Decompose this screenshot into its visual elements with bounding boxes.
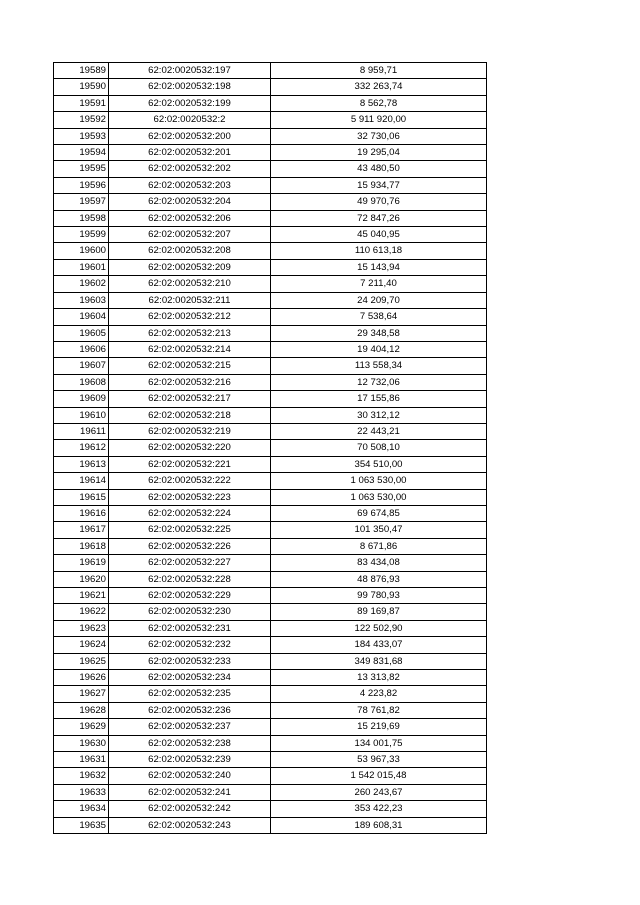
cadastral-value-cell: 354 510,00 <box>271 456 487 472</box>
cadastral-number-cell: 62:02:0020532:210 <box>109 276 271 292</box>
table-row <box>54 489 487 505</box>
table-row <box>54 702 487 718</box>
row-number-cell: 19618 <box>54 538 109 554</box>
cadastral-number-cell: 62:02:0020532:200 <box>109 128 271 144</box>
cadastral-value-cell: 4 223,82 <box>271 686 487 702</box>
row-number-cell: 19606 <box>54 341 109 357</box>
cadastral-number-cell: 62:02:0020532:241 <box>109 784 271 800</box>
cadastral-number-cell: 62:02:0020532:203 <box>109 177 271 193</box>
table-row <box>54 210 487 226</box>
table-row <box>54 719 487 735</box>
table-row <box>54 768 487 784</box>
table-row <box>54 440 487 456</box>
cadastral-number-cell: 62:02:0020532:227 <box>109 555 271 571</box>
cadastral-value-cell: 70 508,10 <box>271 440 487 456</box>
cadastral-value-cell: 1 542 015,48 <box>271 768 487 784</box>
table-row <box>54 292 487 308</box>
table-row <box>54 538 487 554</box>
cadastral-value-cell: 17 155,86 <box>271 391 487 407</box>
cadastral-value-cell: 43 480,50 <box>271 161 487 177</box>
row-number-cell: 19601 <box>54 259 109 275</box>
row-number-cell: 19593 <box>54 128 109 144</box>
cadastral-value-cell: 7 538,64 <box>271 309 487 325</box>
cadastral-value-cell: 19 295,04 <box>271 145 487 161</box>
row-number-cell: 19625 <box>54 653 109 669</box>
row-number-cell: 19622 <box>54 604 109 620</box>
cadastral-value-cell: 8 959,71 <box>271 63 487 79</box>
cadastral-number-cell: 62:02:0020532:2 <box>109 112 271 128</box>
table-row <box>54 227 487 243</box>
row-number-cell: 19591 <box>54 95 109 111</box>
table-row <box>54 259 487 275</box>
cadastral-number-cell: 62:02:0020532:209 <box>109 259 271 275</box>
row-number-cell: 19611 <box>54 423 109 439</box>
cadastral-value-cell: 15 934,77 <box>271 177 487 193</box>
table-row <box>54 358 487 374</box>
table-row <box>54 309 487 325</box>
row-number-cell: 19598 <box>54 210 109 226</box>
cadastral-value-cell: 1 063 530,00 <box>271 473 487 489</box>
table-row <box>54 423 487 439</box>
table-row <box>54 653 487 669</box>
row-number-cell: 19633 <box>54 784 109 800</box>
table-row <box>54 128 487 144</box>
cadastral-number-cell: 62:02:0020532:198 <box>109 79 271 95</box>
cadastral-number-cell: 62:02:0020532:233 <box>109 653 271 669</box>
cadastral-value-cell: 353 422,23 <box>271 801 487 817</box>
cadastral-value-cell: 19 404,12 <box>271 341 487 357</box>
cadastral-number-cell: 62:02:0020532:237 <box>109 719 271 735</box>
row-number-cell: 19589 <box>54 63 109 79</box>
row-number-cell: 19596 <box>54 177 109 193</box>
table-row <box>54 276 487 292</box>
cadastral-value-cell: 53 967,33 <box>271 752 487 768</box>
cadastral-number-cell: 62:02:0020532:216 <box>109 374 271 390</box>
table-row <box>54 79 487 95</box>
cadastral-value-cell: 13 313,82 <box>271 670 487 686</box>
row-number-cell: 19627 <box>54 686 109 702</box>
row-number-cell: 19617 <box>54 522 109 538</box>
cadastral-value-cell: 5 911 920,00 <box>271 112 487 128</box>
cadastral-value-cell: 113 558,34 <box>271 358 487 374</box>
cadastral-number-cell: 62:02:0020532:222 <box>109 473 271 489</box>
table-row <box>54 620 487 636</box>
row-number-cell: 19635 <box>54 817 109 833</box>
cadastral-number-cell: 62:02:0020532:240 <box>109 768 271 784</box>
table-row <box>54 243 487 259</box>
cadastral-value-cell: 101 350,47 <box>271 522 487 538</box>
cadastral-value-cell: 15 219,69 <box>271 719 487 735</box>
row-number-cell: 19612 <box>54 440 109 456</box>
table-row <box>54 505 487 521</box>
cadastral-value-cell: 45 040,95 <box>271 227 487 243</box>
cadastral-value-cell: 30 312,12 <box>271 407 487 423</box>
cadastral-number-cell: 62:02:0020532:230 <box>109 604 271 620</box>
cadastral-number-cell: 62:02:0020532:242 <box>109 801 271 817</box>
cadastral-value-cell: 7 211,40 <box>271 276 487 292</box>
cadastral-value-cell: 122 502,90 <box>271 620 487 636</box>
cadastral-number-cell: 62:02:0020532:211 <box>109 292 271 308</box>
cadastral-number-cell: 62:02:0020532:226 <box>109 538 271 554</box>
row-number-cell: 19626 <box>54 670 109 686</box>
table-row <box>54 522 487 538</box>
table-row <box>54 555 487 571</box>
row-number-cell: 19614 <box>54 473 109 489</box>
table-row <box>54 161 487 177</box>
cadastral-value-cell: 110 613,18 <box>271 243 487 259</box>
cadastral-value-cell: 12 732,06 <box>271 374 487 390</box>
cadastral-number-cell: 62:02:0020532:219 <box>109 423 271 439</box>
row-number-cell: 19599 <box>54 227 109 243</box>
table-row <box>54 686 487 702</box>
table-row <box>54 571 487 587</box>
table-row <box>54 752 487 768</box>
row-number-cell: 19630 <box>54 735 109 751</box>
cadastral-number-cell: 62:02:0020532:239 <box>109 752 271 768</box>
cadastral-number-cell: 62:02:0020532:215 <box>109 358 271 374</box>
cadastral-number-cell: 62:02:0020532:232 <box>109 637 271 653</box>
cadastral-number-cell: 62:02:0020532:224 <box>109 505 271 521</box>
row-number-cell: 19594 <box>54 145 109 161</box>
row-number-cell: 19623 <box>54 620 109 636</box>
cadastral-value-table <box>53 62 487 834</box>
row-number-cell: 19620 <box>54 571 109 587</box>
row-number-cell: 19631 <box>54 752 109 768</box>
cadastral-number-cell: 62:02:0020532:202 <box>109 161 271 177</box>
table-row <box>54 325 487 341</box>
row-number-cell: 19628 <box>54 702 109 718</box>
cadastral-value-cell: 72 847,26 <box>271 210 487 226</box>
table-row <box>54 456 487 472</box>
row-number-cell: 19624 <box>54 637 109 653</box>
table-row <box>54 637 487 653</box>
cadastral-value-cell: 99 780,93 <box>271 588 487 604</box>
table-row <box>54 817 487 833</box>
cadastral-number-cell: 62:02:0020532:207 <box>109 227 271 243</box>
cadastral-number-cell: 62:02:0020532:238 <box>109 735 271 751</box>
table-row <box>54 374 487 390</box>
row-number-cell: 19602 <box>54 276 109 292</box>
cadastral-number-cell: 62:02:0020532:229 <box>109 588 271 604</box>
cadastral-value-cell: 332 263,74 <box>271 79 487 95</box>
table-row <box>54 112 487 128</box>
cadastral-value-cell: 15 143,94 <box>271 259 487 275</box>
cadastral-value-cell: 260 243,67 <box>271 784 487 800</box>
cadastral-number-cell: 62:02:0020532:212 <box>109 309 271 325</box>
cadastral-number-cell: 62:02:0020532:197 <box>109 63 271 79</box>
cadastral-number-cell: 62:02:0020532:204 <box>109 194 271 210</box>
cadastral-value-cell: 24 209,70 <box>271 292 487 308</box>
table-row <box>54 341 487 357</box>
cadastral-number-cell: 62:02:0020532:243 <box>109 817 271 833</box>
table-row <box>54 588 487 604</box>
row-number-cell: 19632 <box>54 768 109 784</box>
cadastral-number-cell: 62:02:0020532:213 <box>109 325 271 341</box>
row-number-cell: 19608 <box>54 374 109 390</box>
row-number-cell: 19619 <box>54 555 109 571</box>
row-number-cell: 19607 <box>54 358 109 374</box>
row-number-cell: 19600 <box>54 243 109 259</box>
cadastral-value-cell: 8 562,78 <box>271 95 487 111</box>
row-number-cell: 19597 <box>54 194 109 210</box>
cadastral-number-cell: 62:02:0020532:208 <box>109 243 271 259</box>
table-row <box>54 801 487 817</box>
cadastral-value-cell: 134 001,75 <box>271 735 487 751</box>
cadastral-value-cell: 8 671,86 <box>271 538 487 554</box>
row-number-cell: 19613 <box>54 456 109 472</box>
cadastral-number-cell: 62:02:0020532:234 <box>109 670 271 686</box>
row-number-cell: 19616 <box>54 505 109 521</box>
cadastral-value-cell: 48 876,93 <box>271 571 487 587</box>
cadastral-number-cell: 62:02:0020532:228 <box>109 571 271 587</box>
cadastral-value-cell: 69 674,85 <box>271 505 487 521</box>
cadastral-value-cell: 189 608,31 <box>271 817 487 833</box>
table-row <box>54 391 487 407</box>
cadastral-number-cell: 62:02:0020532:220 <box>109 440 271 456</box>
cadastral-number-cell: 62:02:0020532:231 <box>109 620 271 636</box>
row-number-cell: 19605 <box>54 325 109 341</box>
cadastral-value-cell: 1 063 530,00 <box>271 489 487 505</box>
row-number-cell: 19595 <box>54 161 109 177</box>
cadastral-value-cell: 349 831,68 <box>271 653 487 669</box>
row-number-cell: 19592 <box>54 112 109 128</box>
cadastral-value-cell: 89 169,87 <box>271 604 487 620</box>
table-row <box>54 670 487 686</box>
cadastral-number-cell: 62:02:0020532:235 <box>109 686 271 702</box>
row-number-cell: 19590 <box>54 79 109 95</box>
row-number-cell: 19634 <box>54 801 109 817</box>
cadastral-number-cell: 62:02:0020532:236 <box>109 702 271 718</box>
table-row <box>54 63 487 79</box>
table-body <box>54 63 487 834</box>
table-row <box>54 407 487 423</box>
table-row <box>54 735 487 751</box>
cadastral-value-cell: 22 443,21 <box>271 423 487 439</box>
table-row <box>54 95 487 111</box>
cadastral-number-cell: 62:02:0020532:218 <box>109 407 271 423</box>
cadastral-number-cell: 62:02:0020532:206 <box>109 210 271 226</box>
table-row <box>54 145 487 161</box>
table-row <box>54 473 487 489</box>
cadastral-value-cell: 29 348,58 <box>271 325 487 341</box>
cadastral-number-cell: 62:02:0020532:214 <box>109 341 271 357</box>
cadastral-number-cell: 62:02:0020532:223 <box>109 489 271 505</box>
cadastral-number-cell: 62:02:0020532:199 <box>109 95 271 111</box>
cadastral-value-cell: 83 434,08 <box>271 555 487 571</box>
table-row <box>54 604 487 620</box>
row-number-cell: 19621 <box>54 588 109 604</box>
cadastral-number-cell: 62:02:0020532:201 <box>109 145 271 161</box>
table-row <box>54 177 487 193</box>
row-number-cell: 19610 <box>54 407 109 423</box>
cadastral-value-cell: 49 970,76 <box>271 194 487 210</box>
row-number-cell: 19609 <box>54 391 109 407</box>
cadastral-number-cell: 62:02:0020532:225 <box>109 522 271 538</box>
row-number-cell: 19604 <box>54 309 109 325</box>
table-row <box>54 784 487 800</box>
row-number-cell: 19615 <box>54 489 109 505</box>
cadastral-number-cell: 62:02:0020532:217 <box>109 391 271 407</box>
row-number-cell: 19629 <box>54 719 109 735</box>
cadastral-value-cell: 184 433,07 <box>271 637 487 653</box>
cadastral-number-cell: 62:02:0020532:221 <box>109 456 271 472</box>
cadastral-value-cell: 32 730,06 <box>271 128 487 144</box>
cadastral-value-cell: 78 761,82 <box>271 702 487 718</box>
table-row <box>54 194 487 210</box>
row-number-cell: 19603 <box>54 292 109 308</box>
